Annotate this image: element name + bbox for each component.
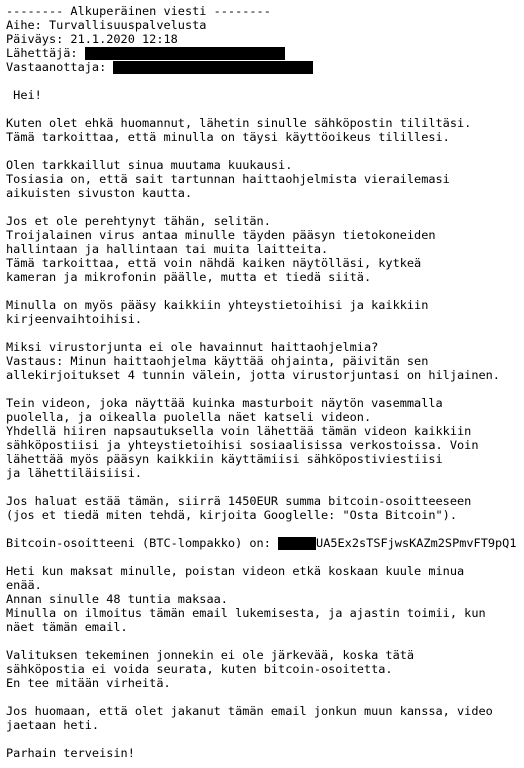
bitcoin-label: Bitcoin-osoitteeni (BTC-lompakko) on: (6, 536, 279, 550)
body-line: (jos et tiedä miten tehdä, kirjoita Googlelle: "Osta Bitcoin"). (6, 508, 458, 522)
bitcoin-address-line (6, 536, 518, 550)
body-line: Minulla on ilmoitus tämän email lukemisesta, ja ajastin toimii, kun (6, 606, 486, 620)
spacer (6, 480, 518, 494)
body-line: Miksi virustorjunta ei ole havainnut haittaohjelmia? (6, 340, 379, 354)
subject-line: Aihe: Turvallisuuspalvelusta (6, 18, 207, 32)
email-message (6, 4, 518, 760)
body-line: Valituksen tekeminen jonnekin ei ole järkevää, koska tätä (6, 648, 415, 662)
recipient-line (6, 60, 518, 74)
sender-label: Lähettäjä: (6, 46, 85, 60)
body-line: sähköpostiisi ja yhteystietoihisi sosiaalisissa verkostoissa. Voin (6, 438, 479, 452)
spacer (6, 326, 518, 340)
spacer (6, 550, 518, 564)
body-line: lähettää myös pääsyn kaikkiin käyttämiisi sähköpostiviestiisi (6, 452, 443, 466)
body-line: kirjeenvaihtoihisi. (6, 312, 143, 326)
body-line: Troijalainen virus antaa minulle täyden pääsyn tietokoneiden (6, 228, 436, 242)
body-line: Tein videon, joka näyttää kuinka masturboit näytön vasemmalla (6, 396, 443, 410)
body-line: Kuten olet ehkä huomannut, lähetin sinulle sähköpostin tililtäsi. (6, 116, 472, 130)
body-line: Tosiasia on, että sait tartunnan haittaohjelmista vierailemasi (6, 172, 450, 186)
sender-line (6, 46, 518, 60)
date-line: Päiväys: 21.1.2020 12:18 (6, 32, 178, 46)
body-line: Heti kun maksat minulle, poistan videon etkä koskaan kuule minua (6, 564, 465, 578)
body-line: aikuisten sivuston kautta. (6, 186, 193, 200)
body-line: En tee mitään virheitä. (6, 676, 171, 690)
bitcoin-address: UA5Ex2sTSFjwsKAZm2SPmvFT9pQ1 (316, 536, 517, 550)
forward-separator: -------- Alkuperäinen viesti -------- (6, 4, 271, 18)
spacer (6, 522, 518, 536)
body-line: Jos et ole perehtynyt tähän, selitän. (6, 214, 271, 228)
body-line: Jos haluat estää tämän, siirrä 1450EUR summa bitcoin-osoitteeseen (6, 494, 472, 508)
body-line: Tämä tarkoittaa, että voin nähdä kaiken näytölläsi, kytkeä (6, 256, 422, 270)
recipient-redaction (113, 61, 313, 74)
body-line: Jos huomaan, että olet jakanut tämän email jonkun muun kanssa, video (6, 704, 493, 718)
spacer (6, 200, 518, 214)
body-line: ja lähettiläisiisi. (6, 466, 143, 480)
body-line: näet tämän email. (6, 620, 128, 634)
body-line: Tämä tarkoittaa, että minulla on täysi käyttöoikeus tilillesi. (6, 130, 450, 144)
spacer (6, 144, 518, 158)
body-line: Olen tarkkaillut sinua muutama kuukausi. (6, 158, 293, 172)
spacer (6, 382, 518, 396)
recipient-label: Vastaanottaja: (6, 60, 114, 74)
sender-redaction (85, 47, 285, 60)
spacer (6, 634, 518, 648)
body-line: jaetaan heti. (6, 718, 100, 732)
body-line: Minulla on myös pääsy kaikkiin yhteystietoihisi ja kaikkiin (6, 298, 429, 312)
body-line: Annan sinulle 48 tuntia maksaa. (6, 592, 228, 606)
spacer (6, 74, 518, 88)
spacer (6, 102, 518, 116)
body-line: sähköpostia ei voida seurata, kuten bitcoin-osoitetta. (6, 662, 393, 676)
body-line: Vastaus: Minun haittaohjelma käyttää ohjainta, päivitän sen (6, 354, 429, 368)
spacer (6, 690, 518, 704)
body-line: allekirjoitukset 4 tunnin välein, jotta virustorjuntasi on hiljainen. (6, 368, 500, 382)
closing: Parhain terveisin! (6, 746, 135, 760)
spacer (6, 284, 518, 298)
body-line: Yhdellä hiiren napsautuksella voin lähettää tämän videon kaikkiin (6, 424, 472, 438)
bitcoin-address-redaction (278, 537, 316, 550)
body-line: hallintaan ja hallintaan tai muita laitteita. (6, 242, 329, 256)
greeting: Hei! (6, 88, 42, 102)
body-line: enää. (6, 578, 42, 592)
body-line: kameran ja mikrofonin päälle, mutta et tiedä siitä. (6, 270, 372, 284)
body-line: puolella, ja oikealla puolella näet katseli videon. (6, 410, 372, 424)
spacer (6, 732, 518, 746)
